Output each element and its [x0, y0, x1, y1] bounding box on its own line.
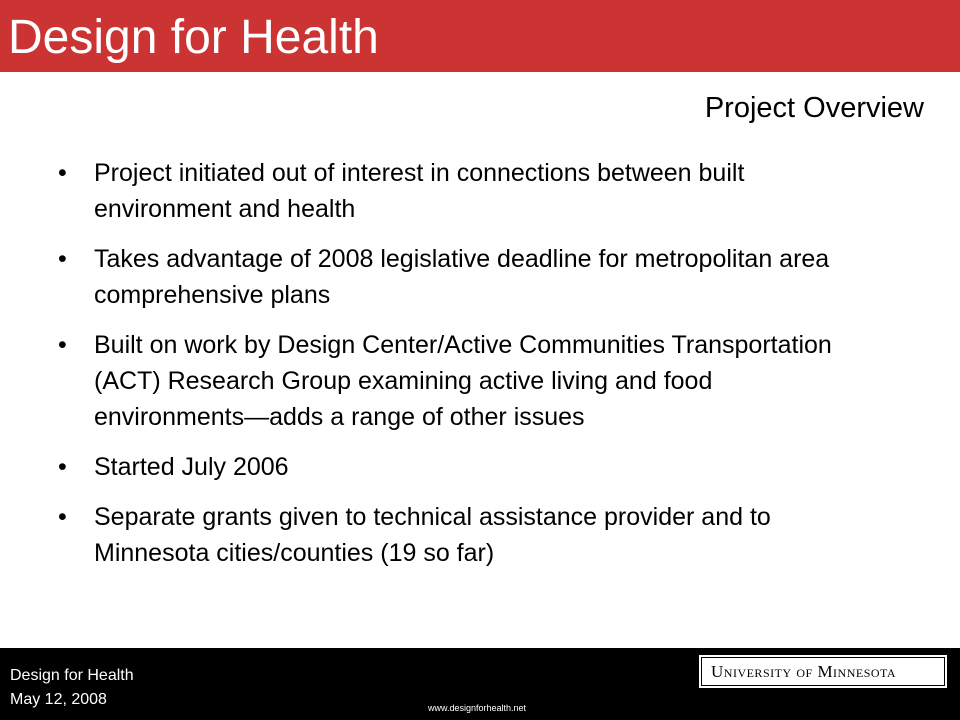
university-wordmark: University of Minnesota	[711, 662, 897, 681]
bullet-text: Built on work by Design Center/Active Communities Transportation (ACT) Research Group examining active living and food environments—adds a range of other issues	[94, 331, 832, 431]
bullet-item	[58, 327, 858, 435]
bullet-icon: •	[58, 159, 67, 187]
section-title: Project Overview	[704, 92, 924, 124]
footer-presentation-title: Design for Health	[10, 667, 134, 684]
slide-header-title: Design for Health	[8, 11, 379, 64]
bullet-text: Started July 2006	[94, 453, 289, 481]
bullet-icon: •	[58, 331, 67, 359]
bullet-text: Project initiated out of interest in connections between built environment and health	[94, 159, 745, 223]
footer-website-url[interactable]: www.designforhealth.net	[428, 703, 527, 713]
bullet-list	[58, 155, 858, 585]
header-bar	[0, 0, 960, 72]
bullet-text: Separate grants given to technical assistance provider and to Minnesota cities/counties (19 so far)	[94, 503, 771, 567]
bullet-item	[58, 155, 858, 227]
bullet-text: Takes advantage of 2008 legislative deadline for metropolitan area comprehensive plans	[94, 245, 830, 309]
bullet-icon: •	[58, 245, 67, 273]
university-logo	[699, 655, 947, 688]
bullet-item	[58, 241, 858, 313]
footer-date: May 12, 2008	[10, 691, 107, 708]
bullet-item	[58, 499, 858, 571]
bullet-icon: •	[58, 503, 67, 531]
bullet-item	[58, 449, 858, 485]
bullet-icon: •	[58, 453, 67, 481]
